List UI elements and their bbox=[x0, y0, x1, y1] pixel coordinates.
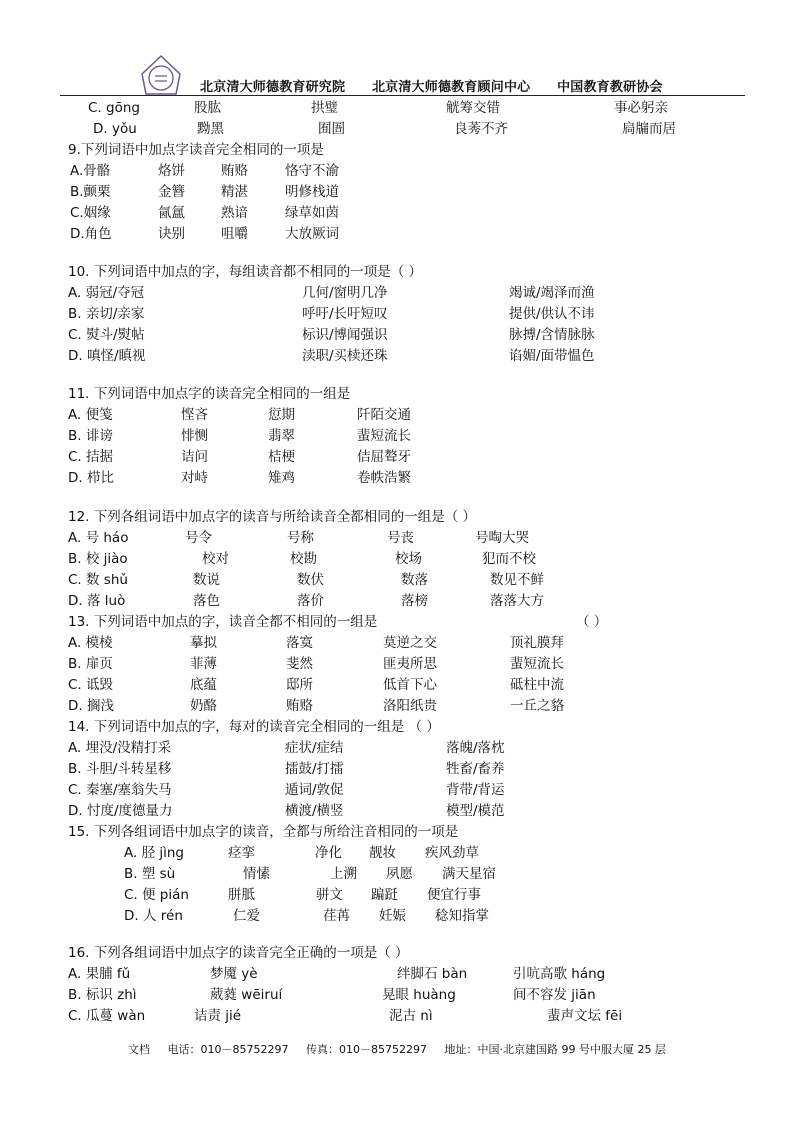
line-text: 落落大方 bbox=[490, 593, 544, 609]
line-text: 诀别 bbox=[158, 226, 185, 242]
line-text: 数见不鲜 bbox=[490, 572, 544, 588]
text-line bbox=[0, 528, 794, 549]
line-text: D. 落 luò bbox=[68, 593, 126, 609]
text-line bbox=[0, 759, 794, 780]
line-text: 疾风劲草 bbox=[425, 845, 479, 861]
text-line bbox=[0, 780, 794, 801]
line-text: B. 扉页 bbox=[68, 656, 113, 672]
line-text: 拱璧 bbox=[311, 100, 338, 116]
line-text: A. 便笺 bbox=[68, 407, 113, 423]
line-text: 诘责 jié bbox=[194, 1008, 242, 1024]
line-text: 横渡/横竖 bbox=[285, 803, 344, 819]
header-divider bbox=[60, 95, 745, 96]
text-line bbox=[0, 717, 794, 738]
line-text: A. 模棱 bbox=[68, 635, 113, 651]
line-text: 10. 下列词语中加点的字，每组读音都不相同的一项是（ ） bbox=[68, 264, 423, 280]
line-text: 谄媚/面带愠色 bbox=[509, 348, 595, 364]
line-text: 痉挛 bbox=[228, 845, 255, 861]
line-text: D. 人 rén bbox=[124, 908, 183, 924]
line-text: 囿圄 bbox=[318, 121, 345, 137]
line-text: 莫逆之交 bbox=[383, 635, 437, 651]
line-text: C. 诋毁 bbox=[68, 677, 114, 693]
text-line bbox=[0, 224, 794, 245]
line-text: 9.下列词语中加点字读音完全相同的一项是 bbox=[68, 142, 324, 158]
line-text: C. gōng bbox=[88, 100, 140, 116]
line-text: 16. 下列各组词语中加点字的读音完全正确的一项是（ ） bbox=[68, 945, 409, 961]
line-text: 卷帙浩繁 bbox=[357, 470, 411, 486]
text-line bbox=[0, 468, 794, 489]
text-line bbox=[0, 447, 794, 468]
line-text: 13. 下列词语中加点的字，读音全都不相同的一组是 bbox=[68, 614, 378, 630]
line-text: C. 便 pián bbox=[124, 887, 189, 903]
line-text: 贿赂 bbox=[286, 698, 313, 714]
line-text: 15. 下列各组词语中加点字的读音，全都与所给注音相同的一项是 bbox=[68, 824, 459, 840]
line-text: 觥筹交错 bbox=[446, 100, 500, 116]
text-line bbox=[0, 283, 794, 304]
line-text: C.姻缘 bbox=[70, 205, 111, 221]
line-text: 落榜 bbox=[401, 593, 428, 609]
line-text: B. 斗胆/斗转星移 bbox=[68, 761, 172, 777]
line-text: 绿草如茵 bbox=[285, 205, 339, 221]
line-text: 净化 bbox=[315, 845, 342, 861]
line-text: D. 栉比 bbox=[68, 470, 114, 486]
line-text: 梦魇 yè bbox=[210, 966, 258, 982]
text-line bbox=[0, 675, 794, 696]
line-text: （ ） bbox=[576, 614, 608, 630]
footer bbox=[128, 1041, 680, 1057]
line-text: 蜚短流长 bbox=[357, 428, 411, 444]
text-line bbox=[0, 182, 794, 203]
line-text: 12. 下列各组词语中加点字的读音与所给读音全都相同的一组是（ ） bbox=[68, 509, 477, 525]
text-line bbox=[0, 384, 794, 405]
line-text: B. 亲切/亲家 bbox=[68, 306, 145, 322]
line-text: D. 搁浅 bbox=[68, 698, 114, 714]
line-text: 悭吝 bbox=[181, 407, 208, 423]
footer-address: 地址：中国·北京建国路 99 号中服大厦 25 层 bbox=[444, 1043, 666, 1056]
line-text: 精湛 bbox=[221, 184, 248, 200]
line-text: A. 号 háo bbox=[68, 530, 129, 546]
line-text: 匪夷所思 bbox=[383, 656, 437, 672]
line-text: 稔知指掌 bbox=[435, 908, 489, 924]
line-text: 便宜行事 bbox=[427, 887, 481, 903]
text-line bbox=[0, 738, 794, 759]
line-text: 几何/窗明几净 bbox=[302, 285, 388, 301]
line-text: 荏苒 bbox=[323, 908, 350, 924]
line-text: 砥柱中流 bbox=[510, 677, 564, 693]
text-line bbox=[0, 570, 794, 591]
line-text: 11. 下列词语中加点字的读音完全相同的一组是 bbox=[68, 386, 351, 402]
line-text: 犯而不校 bbox=[482, 551, 536, 567]
footer-phone: 电话：010－85752297 bbox=[167, 1043, 289, 1056]
line-text: 良莠不齐 bbox=[454, 121, 508, 137]
text-line bbox=[0, 985, 794, 1006]
line-text: 竭诚/竭泽而渔 bbox=[509, 285, 595, 301]
line-text: 落色 bbox=[193, 593, 220, 609]
line-text: 号令 bbox=[185, 530, 212, 546]
line-text: 靓妆 bbox=[369, 845, 396, 861]
line-text: 擂鼓/打擂 bbox=[285, 761, 344, 777]
line-text: 妊娠 bbox=[379, 908, 406, 924]
text-line bbox=[0, 203, 794, 224]
text-line bbox=[0, 633, 794, 654]
text-line bbox=[0, 822, 794, 843]
line-text: 阡陌交通 bbox=[357, 407, 411, 423]
header-organizations bbox=[200, 76, 685, 95]
line-text: 数说 bbox=[193, 572, 220, 588]
line-text: 明修栈道 bbox=[285, 184, 339, 200]
header-org-3: 中国教育教研协会 bbox=[557, 80, 663, 95]
line-text: 顶礼膜拜 bbox=[510, 635, 564, 651]
institute-logo-icon bbox=[140, 54, 182, 96]
line-text: 泥古 nì bbox=[389, 1008, 433, 1024]
line-text: 号啕大哭 bbox=[475, 530, 529, 546]
header-org-1: 北京清大师德教育研究院 bbox=[200, 80, 346, 95]
line-text: A. 胫 jìng bbox=[124, 845, 184, 861]
line-text: 一丘之貉 bbox=[510, 698, 564, 714]
line-text: 落价 bbox=[297, 593, 324, 609]
text-line bbox=[0, 346, 794, 367]
text-line bbox=[0, 843, 794, 864]
line-text: 提供/供认不讳 bbox=[509, 306, 595, 322]
line-text: A. 弱冠/夺冠 bbox=[68, 285, 145, 301]
line-text: 诘问 bbox=[181, 449, 208, 465]
text-line bbox=[0, 964, 794, 985]
text-line bbox=[0, 325, 794, 346]
text-line bbox=[0, 906, 794, 927]
line-text: 数落 bbox=[401, 572, 428, 588]
line-text: 脉搏/含情脉脉 bbox=[509, 327, 595, 343]
line-text: 事必躬亲 bbox=[614, 100, 668, 116]
line-text: 症状/症结 bbox=[285, 740, 344, 756]
text-line bbox=[0, 864, 794, 885]
line-text: 邸所 bbox=[286, 677, 313, 693]
text-line bbox=[0, 1006, 794, 1027]
line-text: 扃牖而居 bbox=[622, 121, 676, 137]
line-text: 夙愿 bbox=[386, 866, 413, 882]
line-text: 满天星宿 bbox=[442, 866, 496, 882]
line-text: 氤氲 bbox=[158, 205, 185, 221]
line-text: 模型/模范 bbox=[446, 803, 505, 819]
line-text: 情愫 bbox=[243, 866, 270, 882]
line-text: 晃眼 huàng bbox=[382, 987, 456, 1003]
line-text: 恪守不渝 bbox=[285, 163, 339, 179]
line-text: 校场 bbox=[395, 551, 422, 567]
line-text: 落魄/落枕 bbox=[446, 740, 505, 756]
text-line bbox=[0, 304, 794, 325]
text-line bbox=[0, 262, 794, 283]
line-text: 葳蕤 wēiruí bbox=[210, 987, 283, 1003]
line-text: C. 拮据 bbox=[68, 449, 114, 465]
line-text: A.骨骼 bbox=[70, 163, 111, 179]
line-text: 落寞 bbox=[286, 635, 313, 651]
line-text: 14. 下列词语中加点的字，每对的读音完全相同的一组是 （ ） bbox=[68, 719, 440, 735]
text-line bbox=[0, 943, 794, 964]
line-text: 蜚声文坛 fēi bbox=[547, 1008, 623, 1024]
line-text: C. 数 shǔ bbox=[68, 572, 128, 588]
line-text: 大放厥词 bbox=[285, 226, 339, 242]
line-text: C. 瓜蔓 wàn bbox=[68, 1008, 146, 1024]
line-text: 校对 bbox=[202, 551, 229, 567]
line-text: 桔梗 bbox=[268, 449, 295, 465]
line-text: 斐然 bbox=[286, 656, 313, 672]
line-text: D.角色 bbox=[70, 226, 112, 242]
line-text: 金簪 bbox=[158, 184, 185, 200]
line-text: 贿赂 bbox=[221, 163, 248, 179]
line-text: B. 标识 zhì bbox=[68, 987, 137, 1003]
header-org-2: 北京清大师德教育顾问中心 bbox=[371, 80, 531, 95]
line-text: 间不容发 jiān bbox=[513, 987, 596, 1003]
line-text: 引吭高歌 háng bbox=[513, 966, 606, 982]
line-text: D. yǒu bbox=[93, 121, 137, 137]
line-text: 数伏 bbox=[297, 572, 324, 588]
line-text: 号丧 bbox=[387, 530, 414, 546]
text-line bbox=[0, 612, 794, 633]
line-text: C. 熨斗/熨帖 bbox=[68, 327, 145, 343]
text-line bbox=[0, 696, 794, 717]
line-text: 胼胝 bbox=[228, 887, 255, 903]
line-text: 骈文 bbox=[316, 887, 343, 903]
line-text: 熟谙 bbox=[221, 205, 248, 221]
line-text: 标识/博闻强识 bbox=[302, 327, 388, 343]
text-line bbox=[0, 549, 794, 570]
line-text: 对峙 bbox=[181, 470, 208, 486]
text-line bbox=[0, 507, 794, 528]
text-line bbox=[0, 654, 794, 675]
line-text: 蹁跹 bbox=[371, 887, 398, 903]
line-text: 愆期 bbox=[268, 407, 295, 423]
line-text: 牲畜/畜养 bbox=[446, 761, 505, 777]
line-text: C. 秦塞/塞翁失马 bbox=[68, 782, 172, 798]
text-line bbox=[0, 591, 794, 612]
line-text: 菲薄 bbox=[190, 656, 217, 672]
line-text: 上溯 bbox=[330, 866, 357, 882]
line-text: B. 塑 sù bbox=[124, 866, 176, 882]
text-line bbox=[0, 885, 794, 906]
text-line bbox=[0, 161, 794, 182]
line-text: 咀嚼 bbox=[221, 226, 248, 242]
footer-doc: 文档 bbox=[128, 1043, 150, 1056]
line-text: 底蕴 bbox=[190, 677, 217, 693]
line-text: 遁词/敦促 bbox=[285, 782, 344, 798]
line-text: 绊脚石 bàn bbox=[397, 966, 468, 982]
line-text: 渎职/买椟还珠 bbox=[302, 348, 388, 364]
line-text: 佶屈聱牙 bbox=[357, 449, 411, 465]
text-line bbox=[0, 119, 794, 140]
text-line bbox=[0, 140, 794, 161]
text-line bbox=[0, 405, 794, 426]
line-text: 蜚短流长 bbox=[510, 656, 564, 672]
line-text: D. 忖度/度德量力 bbox=[68, 803, 173, 819]
line-text: 悱恻 bbox=[181, 428, 208, 444]
line-text: 股肱 bbox=[194, 100, 221, 116]
line-text: 仁爱 bbox=[233, 908, 260, 924]
line-text: A. 果脯 fǔ bbox=[68, 966, 131, 982]
line-text: 雉鸡 bbox=[268, 470, 295, 486]
line-text: 背带/背运 bbox=[446, 782, 505, 798]
line-text: 呼吁/长吁短叹 bbox=[302, 306, 388, 322]
line-text: A. 埋没/没精打采 bbox=[68, 740, 172, 756]
line-text: 校勘 bbox=[290, 551, 317, 567]
line-text: B. 诽谤 bbox=[68, 428, 113, 444]
text-line bbox=[0, 426, 794, 447]
line-text: B. 校 jiào bbox=[68, 551, 128, 567]
line-text: 洛阳纸贵 bbox=[383, 698, 437, 714]
text-line bbox=[0, 801, 794, 822]
footer-fax: 传真：010－85752297 bbox=[305, 1043, 427, 1056]
line-text: 烙饼 bbox=[158, 163, 185, 179]
line-text: 摹拟 bbox=[190, 635, 217, 651]
text-line bbox=[0, 98, 794, 119]
line-text: D. 嗔怪/瞋视 bbox=[68, 348, 146, 364]
line-text: 奶酪 bbox=[190, 698, 217, 714]
line-text: 翡翠 bbox=[268, 428, 295, 444]
line-text: 黝黑 bbox=[197, 121, 224, 137]
line-text: 低首下心 bbox=[383, 677, 437, 693]
line-text: B.颤栗 bbox=[70, 184, 111, 200]
line-text: 号称 bbox=[287, 530, 314, 546]
